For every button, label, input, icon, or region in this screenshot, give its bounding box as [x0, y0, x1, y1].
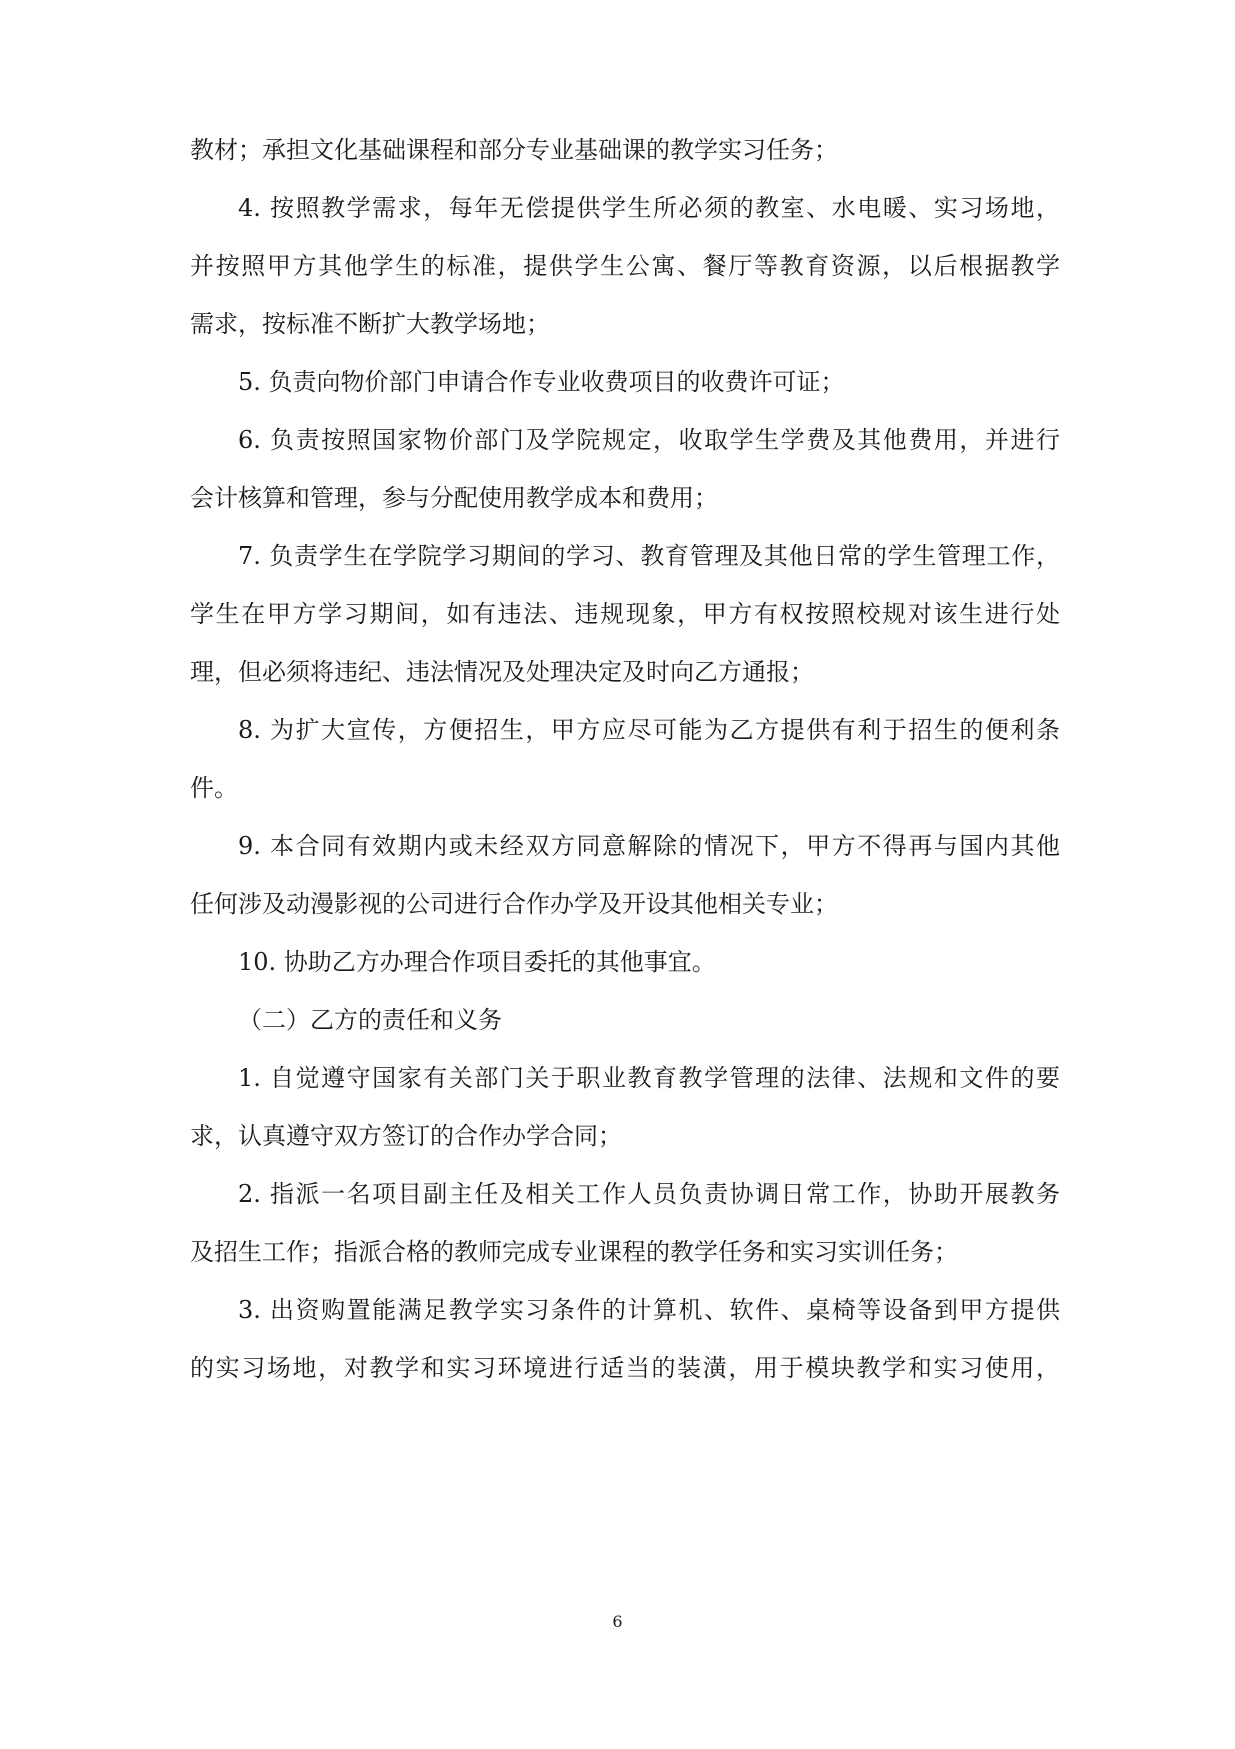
page-number: 6 — [612, 1612, 623, 1631]
text-line: 7. 负责学生在学院学习期间的学习、教育管理及其他日常的学生管理工作， — [238, 542, 1060, 570]
text-line: 并按照甲方其他学生的标准，提供学生公寓、餐厅等教育资源，以后根据教学 — [190, 252, 1060, 280]
text-line: 的实习场地，对教学和实习环境进行适当的装潢，用于模块教学和实习使用， — [190, 1354, 1060, 1382]
text-line: 求，认真遵守双方签订的合作办学合同； — [190, 1122, 622, 1150]
text-line: 需求，按标准不断扩大教学场地； — [190, 310, 550, 338]
text-line: 8. 为扩大宣传，方便招生，甲方应尽可能为乙方提供有利于招生的便利条 — [238, 716, 1060, 744]
text-line: 9. 本合同有效期内或未经双方同意解除的情况下，甲方不得再与国内其他 — [238, 832, 1060, 860]
text-line: 件。 — [190, 774, 238, 802]
text-line: 及招生工作；指派合格的教师完成专业课程的教学任务和实习实训任务； — [190, 1238, 958, 1266]
text-line: 任何涉及动漫影视的公司进行合作办学及开设其他相关专业； — [190, 890, 838, 918]
text-line: 3. 出资购置能满足教学实习条件的计算机、软件、桌椅等设备到甲方提供 — [238, 1296, 1060, 1324]
text-line: 2. 指派一名项目副主任及相关工作人员负责协调日常工作，协助开展教务 — [238, 1180, 1060, 1208]
text-line: 1. 自觉遵守国家有关部门关于职业教育教学管理的法律、法规和文件的要 — [238, 1064, 1060, 1092]
text-line: 4. 按照教学需求，每年无偿提供学生所必须的教室、水电暖、实习场地， — [238, 194, 1060, 222]
text-line: 会计核算和管理，参与分配使用教学成本和费用； — [190, 484, 718, 512]
section-heading: （二）乙方的责任和义务 — [238, 1006, 502, 1034]
text-line: 教材；承担文化基础课程和部分专业基础课的教学实习任务； — [190, 136, 838, 164]
text-line: 学生在甲方学习期间，如有违法、违规现象，甲方有权按照校规对该生进行处 — [190, 600, 1060, 628]
text-line: 6. 负责按照国家物价部门及学院规定，收取学生学费及其他费用，并进行 — [238, 426, 1060, 454]
text-line: 10. 协助乙方办理合作项目委托的其他事宜。 — [238, 948, 716, 976]
text-line: 5. 负责向物价部门申请合作专业收费项目的收费许可证； — [238, 368, 845, 396]
text-line: 理，但必须将违纪、违法情况及处理决定及时向乙方通报； — [190, 658, 814, 686]
